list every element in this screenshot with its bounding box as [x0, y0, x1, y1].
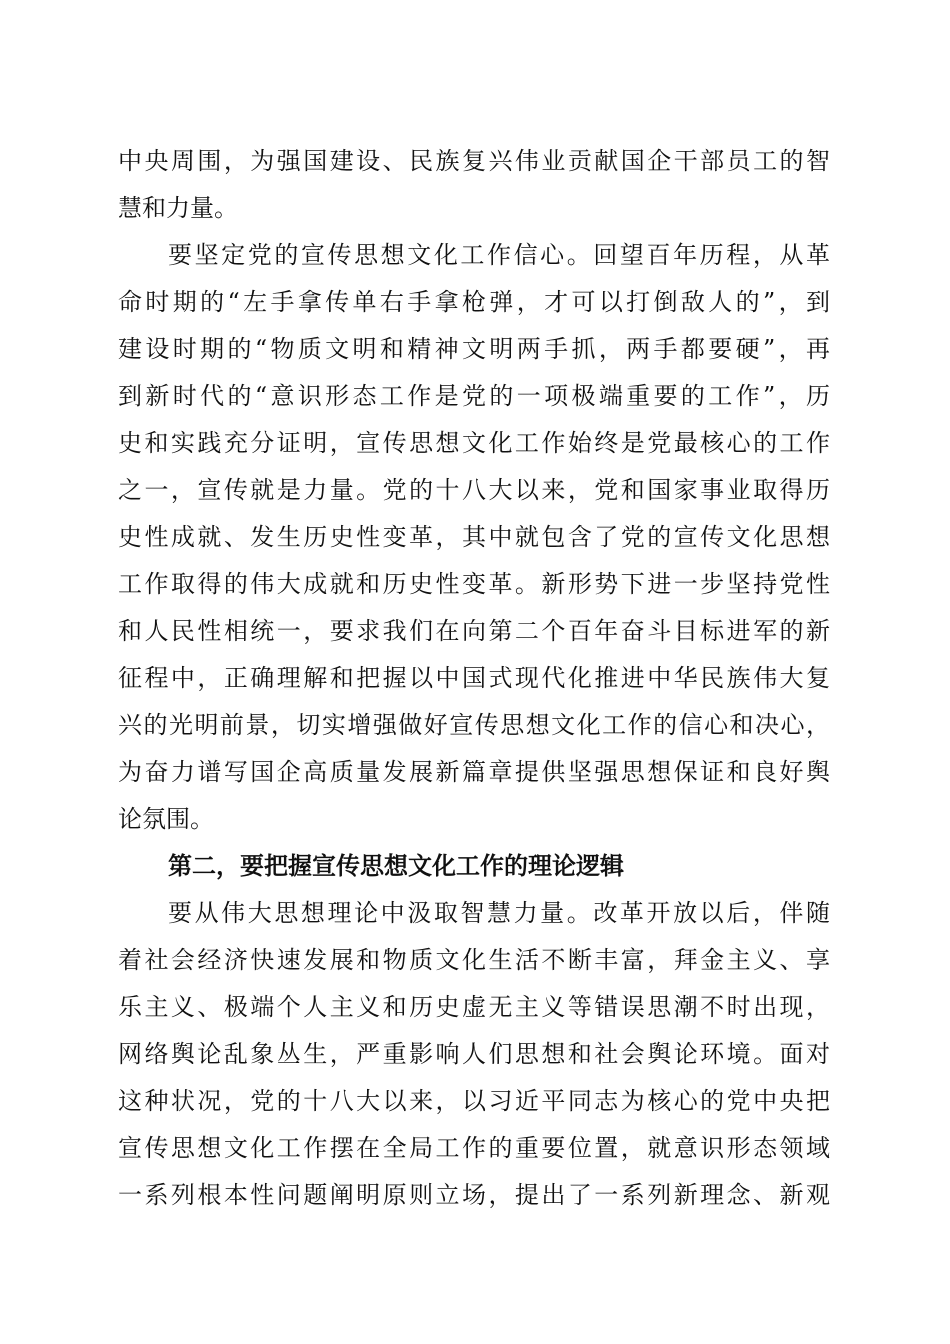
text-line: 到新时代的“意识形态工作是党的一项极端重要的工作”，历 [118, 382, 830, 410]
paragraph [118, 138, 830, 232]
text-line: 网络舆论乱象丛生，严重影响人们思想和社会舆论环境。面对 [118, 1040, 830, 1068]
text-line: 征程中，正确理解和把握以中国式现代化推进中华民族伟大复 [118, 664, 830, 692]
text-line: 慧和力量。 [118, 194, 238, 222]
text-line: 和人民性相统一，要求我们在向第二个百年奋斗目标进军的新 [118, 617, 830, 645]
text-line: 第二，要把握宣传思想文化工作的理论逻辑 [168, 852, 624, 880]
text-line: 工作取得的伟大成就和历史性变革。新形势下进一步坚持党性 [118, 570, 830, 598]
text-line: 中央周围，为强国建设、民族复兴伟业贡献国企干部员工的智 [118, 147, 830, 175]
text-line: 之一，宣传就是力量。党的十八大以来，党和国家事业取得历 [118, 476, 830, 504]
document-page [118, 138, 830, 1219]
text-line: 着社会经济快速发展和物质文化生活不断丰富，拜金主义、享 [118, 946, 830, 974]
text-line: 论氛围。 [118, 805, 214, 833]
text-line: 这种状况，党的十八大以来，以习近平同志为核心的党中央把 [118, 1087, 830, 1115]
text-line: 史和实践充分证明，宣传思想文化工作始终是党最核心的工作 [118, 429, 830, 457]
text-line: 宣传思想文化工作摆在全局工作的重要位置，就意识形态领域 [118, 1134, 830, 1162]
text-line: 乐主义、极端个人主义和历史虚无主义等错误思潮不时出现， [118, 993, 830, 1021]
text-line: 史性成就、发生历史性变革，其中就包含了党的宣传文化思想 [118, 523, 830, 551]
paragraph [118, 890, 830, 1219]
paragraph [118, 232, 830, 843]
text-line: 为奋力谱写国企高质量发展新篇章提供坚强思想保证和良好舆 [118, 758, 830, 786]
section-heading [118, 843, 830, 890]
text-line: 建设时期的“物质文明和精神文明两手抓，两手都要硬”，再 [118, 335, 830, 363]
text-line: 兴的光明前景，切实增强做好宣传思想文化工作的信心和决心， [118, 711, 830, 739]
text-line: 一系列根本性问题阐明原则立场，提出了一系列新理念、新观 [118, 1181, 830, 1209]
text-line: 要从伟大思想理论中汲取智慧力量。改革开放以后，伴随 [168, 899, 830, 927]
text-line: 命时期的“左手拿传单右手拿枪弹，才可以打倒敌人的”，到 [118, 288, 830, 316]
text-line: 要坚定党的宣传思想文化工作信心。回望百年历程，从革 [168, 241, 830, 269]
